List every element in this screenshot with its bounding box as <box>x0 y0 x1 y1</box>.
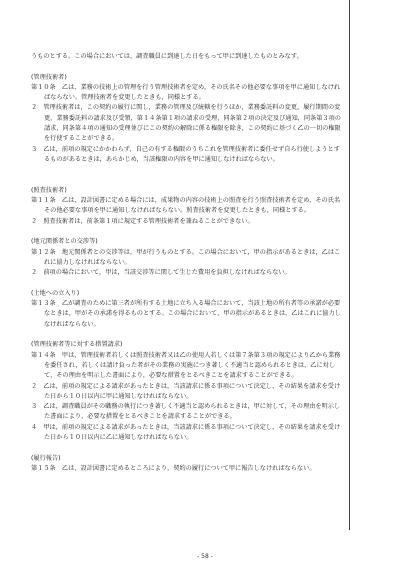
article-paragraph: ２ 管理技術者は，この契約の履行に関し，業務の管理及び統轄を行うほか，業務委託料の変更，履行期間の変更，業務委託料の請求及び受領，第１４条第１項の請求の受理，同条第２項の決定及び通知，同条第３項の請求，同条第４項の通知の受理並びにこの契約の解除に係る権限を除き，この契約に基づく乙の一切の権限を行使することができる。 <box>31 104 341 143</box>
section-spacer <box>31 227 343 237</box>
article-paragraph: ２ 照査技術者は，前条第１項に規定する管理技術者を兼ねることができない。 <box>31 217 254 225</box>
article-paragraph: 第１２条 地元関係者との交渉等は，甲が行うものとする。この場合において，甲の指示があるときは，乙はこれに協力しなければならない。 <box>31 248 341 266</box>
section-heading: (管理技術者等に対する措置請求) <box>31 341 123 349</box>
section-spacer <box>31 176 343 186</box>
article-paragraph: 第１５条 乙は，設計図書に定めるところにより，契約の履行について甲に報告しなければならない。 <box>31 464 316 472</box>
section-spacer <box>31 443 343 453</box>
page-number: - 58 - <box>197 553 213 560</box>
section-heading: (土地への立入り) <box>31 289 80 297</box>
section-heading: (地元関係者との交渉等) <box>31 238 98 246</box>
article-paragraph: 第１３条 乙が調査のために第三者が所有する土地に立ち入る場合において，当該土地の所有者等の承諾が必要なときは，甲がその承諾を得るものとする。この場合において，甲の指示があるときは，乙はこれに協力しなければならない。 <box>31 300 341 328</box>
article-paragraph: 第１１条 乙は，設計図書に定める場合には，成果物の内容の技術上の照査を行う照査技術者を定め，その氏名その他必要な事項を甲に通知しなければならない。照査技術者を変更したときも，同様とする。 <box>31 197 341 215</box>
document-body <box>31 52 343 474</box>
section-heading: (管理技術者) <box>31 73 67 81</box>
section-heading: (照査技術者) <box>31 186 67 194</box>
article-paragraph: 第１４条 甲は，管理技術者若しくは照査技術者又は乙の使用人若しくは第７条第３項の規定により乙から業務を委任され，若しくは請け負った者がその業務の実施につき著しく不適当と認められるときは，乙に対して，その理由を明示した書面により，必要な措置をとるべきことを請求することができる。 <box>31 351 341 380</box>
section-spacer <box>31 165 343 175</box>
article-paragraph: 第１０条 乙は，業務の技術上の管理を行う管理技術者を定め，その氏名その他必要な事項を甲に通知しなければならない。管理技術者を変更したときも，同様とする。 <box>31 83 341 102</box>
article-paragraph: ２ 前項の場合において，甲は，当該交渉等に関して生じた費用を負担しなければならない。 <box>31 269 291 277</box>
intro-paragraph: うものとする。この場合においては，調査職員に到達した日をもって甲に到達したものとみなす。 <box>31 53 303 60</box>
section-heading: (履行報告) <box>31 454 61 462</box>
section-spacer <box>31 62 343 72</box>
article-paragraph: ３ 乙は，前項の規定にかかわらず，自己の有する権限のうちこれを管理技術者に委任せず自ら行使しようとするものがあるときは，あらかじめ，当該権限の内容を甲に通知しなければならない。 <box>31 145 340 163</box>
section-spacer <box>31 279 343 289</box>
article-paragraph: ２ 乙は，前項の規定による請求があったときは，当該請求に係る事項について決定し，その結果を請求を受けた日から１０日以内に甲に通知しなければならない。 <box>31 382 341 400</box>
article-paragraph: ４ 甲は，前項の規定による請求があったときは，当該請求に係る事項について決定し，その結果を請求を受けた日から１０日以内に乙に通知しなければならない。 <box>31 423 341 441</box>
section-spacer <box>31 330 343 340</box>
article-paragraph: ３ 乙は，調査職員がその職務の執行につき著しく不適当と認められるときは，甲に対して，その理由を明示した書面により，必要な措置をとるべきことを請求することができる。 <box>31 403 341 421</box>
